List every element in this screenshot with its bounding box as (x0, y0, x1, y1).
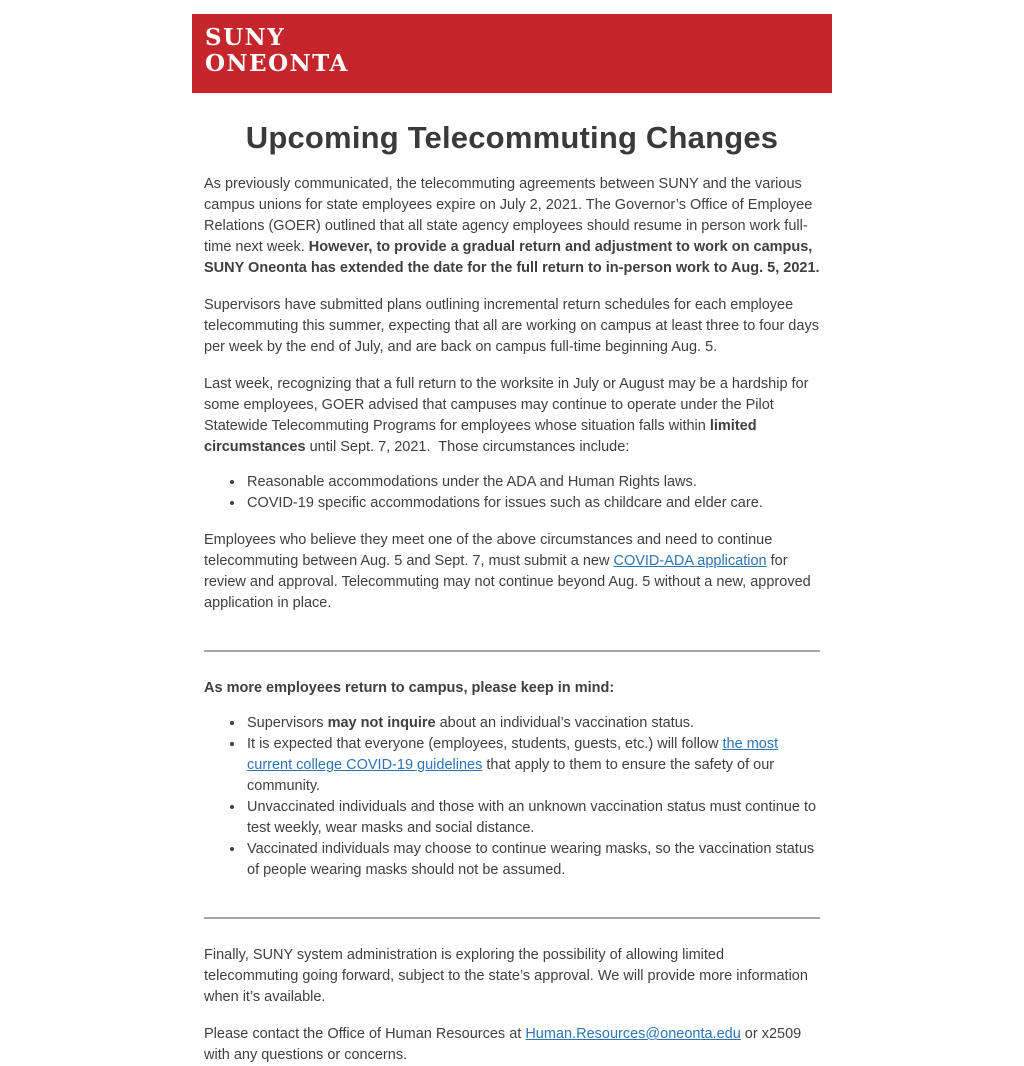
divider (204, 650, 820, 652)
text-run: or x2509 with any questions or concerns. (204, 1026, 802, 1063)
list-item: • Unvaccinated individuals and those with an unknown vaccination status must continue to test weekly, wear masks and social distance. (245, 797, 820, 839)
reminder-heading: As more employees return to campus, please keep in mind: (204, 680, 615, 696)
covid-guidelines-link[interactable]: the most current college COVID-19 guidelines (247, 736, 779, 773)
text-run: As previously communicated, the telecommuting agreements between SUNY and the various campus unions for state employees expire on July 2, 2021. The Governor’s Office of Employee Relations (GOER) outlined that all state agency employees should resume in person work full-time next week. (204, 176, 813, 255)
bold-text-run: may not inquire (327, 715, 436, 731)
application-paragraph (204, 530, 820, 614)
text-run: Last week, recognizing that a full return to the worksite in July or August may be a hardship for some employees, GOER advised that campuses may continue to operate under the Pilot Statewide Telecommuting Programs for employees whose situation falls within (204, 376, 809, 434)
email-container (192, 0, 832, 1066)
bold-text-run: limited circumstances (204, 418, 757, 455)
text-run: It is expected that everyone (employees, students, guests, etc.) will follow (247, 736, 723, 752)
text-run: Employees who believe they meet one of the above circumstances and need to continue telecommuting between Aug. 5 and Sept. 7, must submit a new (204, 532, 773, 569)
hr-email-link[interactable]: Human.Resources@oneonta.edu (525, 1026, 741, 1042)
suny-oneonta-logo (205, 25, 832, 77)
schedules-paragraph: Supervisors have submitted plans outlining incremental return schedules for each employee telecommuting this summer, expecting that all are working on campus at least three to four days per week by the end of July, and are back on campus full-time beginning Aug. 5. (204, 297, 819, 355)
list-item: • Vaccinated individuals may choose to continue wearing masks, so the vaccination status of people wearing masks should not be assumed. (245, 839, 820, 881)
list-item (245, 734, 820, 797)
text-run: for review and approval. Telecommuting may not continue beyond Aug. 5 without a new, approved application in place. (204, 553, 811, 611)
goer-paragraph (204, 374, 820, 458)
intro-paragraph (204, 174, 820, 279)
brand-banner (192, 14, 832, 93)
circumstances-list (204, 472, 820, 514)
contact-paragraph (204, 1024, 820, 1066)
list-item: • Reasonable accommodations under the ADA and Human Rights laws. (245, 472, 820, 493)
reminders-list (204, 713, 820, 881)
logo-line-1: SUNY (205, 24, 286, 51)
list-item (245, 713, 820, 734)
text-run: that apply to them to ensure the safety of our community. (247, 757, 775, 794)
divider (204, 917, 820, 919)
covid-ada-application-link[interactable]: COVID-ADA application (613, 553, 767, 569)
text-run: until Sept. 7, 2021. Those circumstances include: (305, 439, 630, 455)
page-title: Upcoming Telecommuting Changes (245, 120, 779, 155)
future-telecommuting-paragraph: Finally, SUNY system administration is exploring the possibility of allowing limited telecommuting going forward, subject to the state’s approval. We will provide more information when it’s available. (204, 947, 808, 1005)
logo-line-2: ONEONTA (205, 50, 349, 77)
text-run: about an individual’s vaccination status. (435, 715, 695, 731)
bold-text-run: However, to provide a gradual return and adjustment to work on campus, SUNY Oneonta has extended the date for the full return to in-person work to Aug. 5, 2021. (204, 239, 820, 276)
list-item: • COVID-19 specific accommodations for issues such as childcare and elder care. (245, 493, 820, 514)
email-body (192, 156, 832, 1066)
text-run: Supervisors (247, 715, 328, 731)
text-run: Please contact the Office of Human Resources at (204, 1026, 526, 1042)
